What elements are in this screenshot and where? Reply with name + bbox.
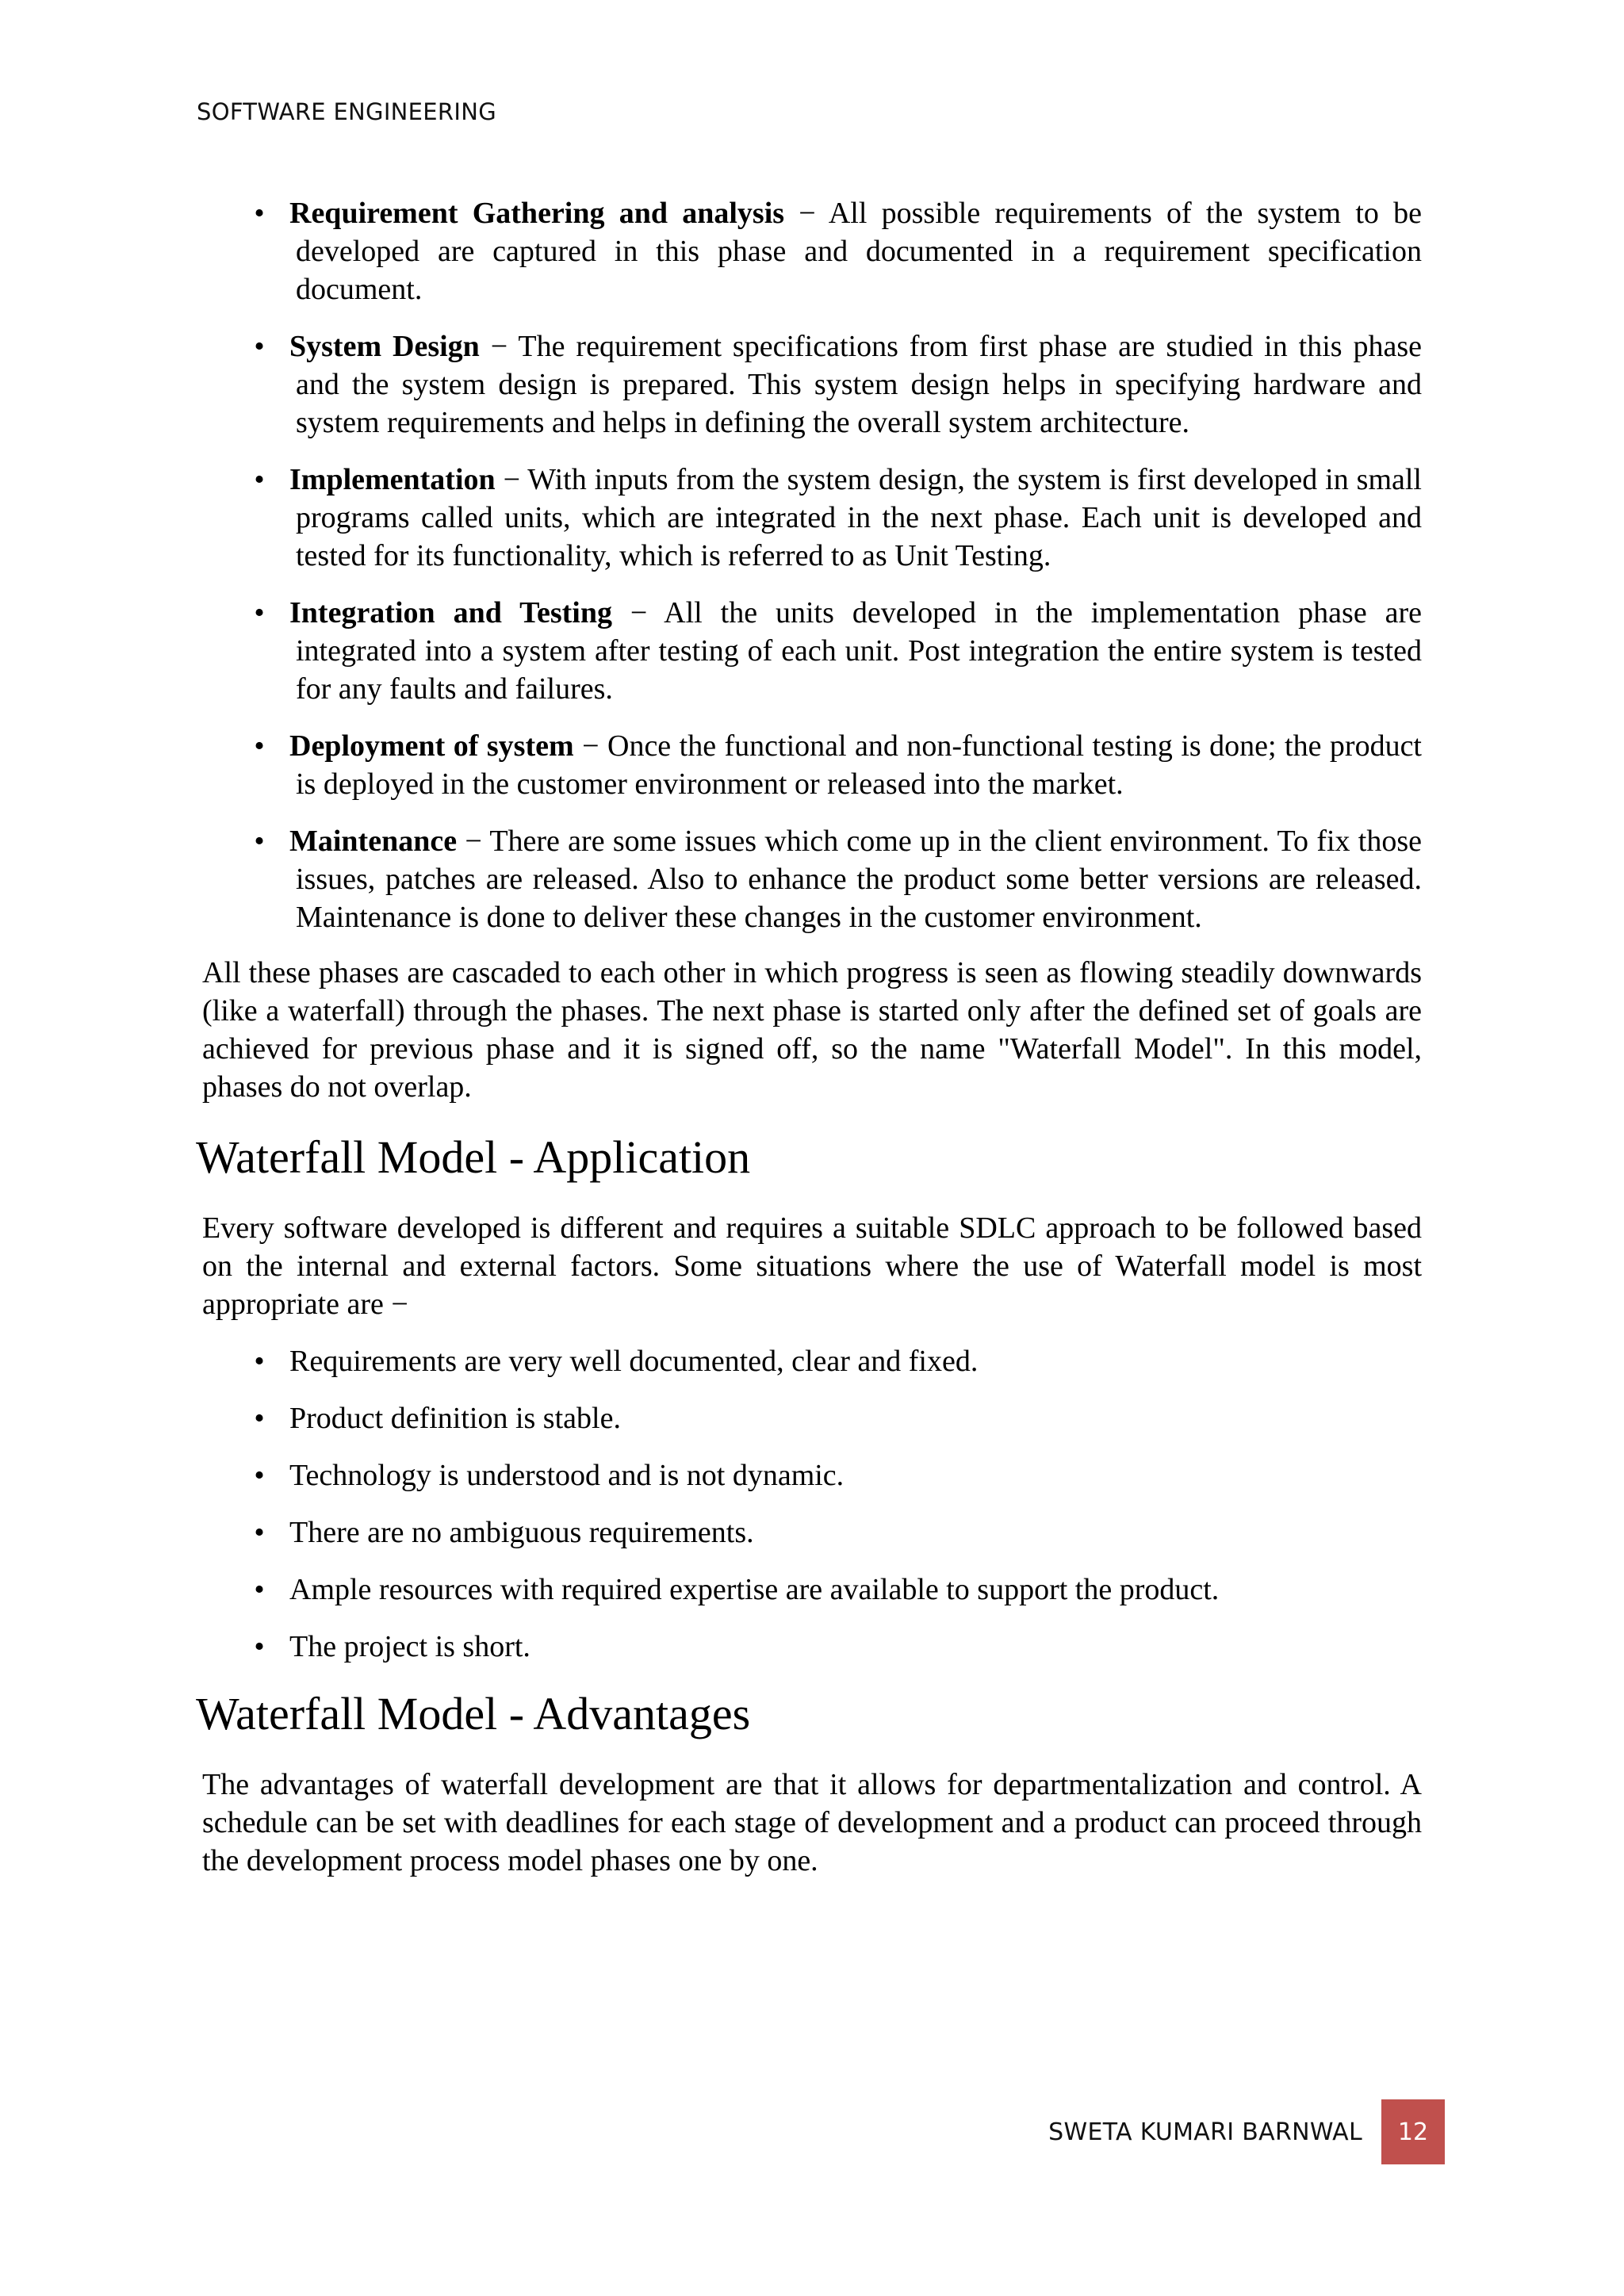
bullet-icon: • [254, 1630, 265, 1663]
phase-term: Implementation [289, 463, 496, 496]
list-item: • Maintenance − There are some issues which come up in the client environment. To fix those issues, patches are released. Also to enhance the product some better versions are released. Maintenance is done to deliver these changes in the customer environment. [202, 822, 1422, 936]
list-item: • There are no ambiguous requirements. [202, 1513, 1422, 1552]
bullet-icon: • [254, 197, 265, 230]
phase-description: The requirement specifications from first phase are studied in this phase and the system design is prepared. This system design helps in specifying hardware and system requirements and helps in defining the overall system architecture. [296, 330, 1422, 439]
list-item: • Deployment of system − Once the functional and non-functional testing is done; the product is deployed in the customer environment or released into the market. [202, 727, 1422, 803]
application-intro: Every software developed is different and requires a suitable SDLC approach to be followed based on the internal and external factors. Some situations where the use of Waterfall model is most appropriate are − [202, 1211, 1422, 1321]
phase-description: Once the functional and non-functional testing is done; the product is deployed in the customer environment or released into the market. [296, 729, 1422, 801]
page-number-badge: 12 [1381, 2099, 1445, 2164]
list-item: • Product definition is stable. [202, 1399, 1422, 1437]
application-list [202, 1342, 1422, 1666]
bullet-icon: • [254, 1516, 265, 1549]
advantages-heading: Waterfall Model - Advantages [196, 1688, 751, 1739]
advantages-paragraph: The advantages of waterfall development are that it allows for departmentalization and control. A schedule can be set with deadlines for each stage of development and a product can proceed through the development process model phases one by one. [202, 1768, 1422, 1877]
list-item: • Integration and Testing − All the units developed in the implementation phase are integrated into a system after testing of each unit. Post integration the entire system is tested for any faults and failures. [202, 594, 1422, 708]
bullet-icon: • [254, 330, 265, 363]
phase-term: Maintenance [289, 825, 458, 858]
phase-term: Requirement Gathering and analysis [289, 197, 785, 230]
page-content [196, 194, 1423, 1880]
phase-list [202, 194, 1422, 936]
list-item: • Requirement Gathering and analysis − All possible requirements of the system to be developed are captured in this phase and documented in a requirement specification document. [202, 194, 1422, 308]
phase-description: All the units developed in the implementation phase are integrated into a system after testing of each unit. Post integration the entire system is tested for any faults and failures. [296, 596, 1423, 706]
list-item: • Technology is understood and is not dynamic. [202, 1456, 1422, 1494]
phase-description: With inputs from the system design, the system is first developed in small programs called units, which are integrated in the next phase. Each unit is developed and tested for its functionality, which is referred to as Unit Testing. [296, 463, 1422, 572]
bullet-icon: • [254, 1459, 265, 1492]
bullet-icon: • [254, 729, 265, 763]
list-item: • The project is short. [202, 1628, 1422, 1666]
list-item: • System Design − The requirement specifications from first phase are studied in this phase and the system design is prepared. This system design helps in specifying hardware and system requirements and helps in defining the overall system architecture. [202, 327, 1422, 442]
bullet-icon: • [254, 596, 265, 629]
list-item: • Requirements are very well documented, clear and fixed. [202, 1342, 1422, 1380]
cascade-paragraph: All these phases are cascaded to each other in which progress is seen as flowing steadily downwards (like a waterfall) through the phases. The next phase is started only after the defined set of goals are achieved for previous phase and it is signed off, so the name "Waterfall Model". In this model, phases do not overlap. [202, 956, 1422, 1104]
bullet-icon: • [254, 1345, 265, 1378]
running-header: SOFTWARE ENGINEERING [197, 98, 496, 125]
phase-term: Integration and Testing [289, 596, 612, 629]
bullet-icon: • [254, 825, 265, 858]
phase-term: Deployment of system [289, 729, 574, 763]
phase-description: There are some issues which come up in the client environment. To fix those issues, patches are released. Also to enhance the product some better versions are released. Maintenance is done to deliver these changes in the customer environment. [296, 825, 1422, 934]
application-heading: Waterfall Model - Application [196, 1131, 751, 1183]
list-item: • Ample resources with required expertise are available to support the product. [202, 1571, 1422, 1609]
page-footer [1048, 2099, 1445, 2164]
bullet-icon: • [254, 463, 265, 496]
bullet-icon: • [254, 1402, 265, 1435]
footer-author: SWETA KUMARI BARNWAL [1048, 2118, 1362, 2146]
list-item: • Implementation − With inputs from the system design, the system is first developed in small programs called units, which are integrated in the next phase. Each unit is developed and tested for its functionality, which is referred to as Unit Testing. [202, 461, 1422, 575]
bullet-icon: • [254, 1573, 265, 1606]
phase-description: All possible requirements of the system to be developed are captured in this phase and documented in a requirement specification document. [296, 197, 1422, 306]
phase-term: System Design [289, 330, 480, 363]
